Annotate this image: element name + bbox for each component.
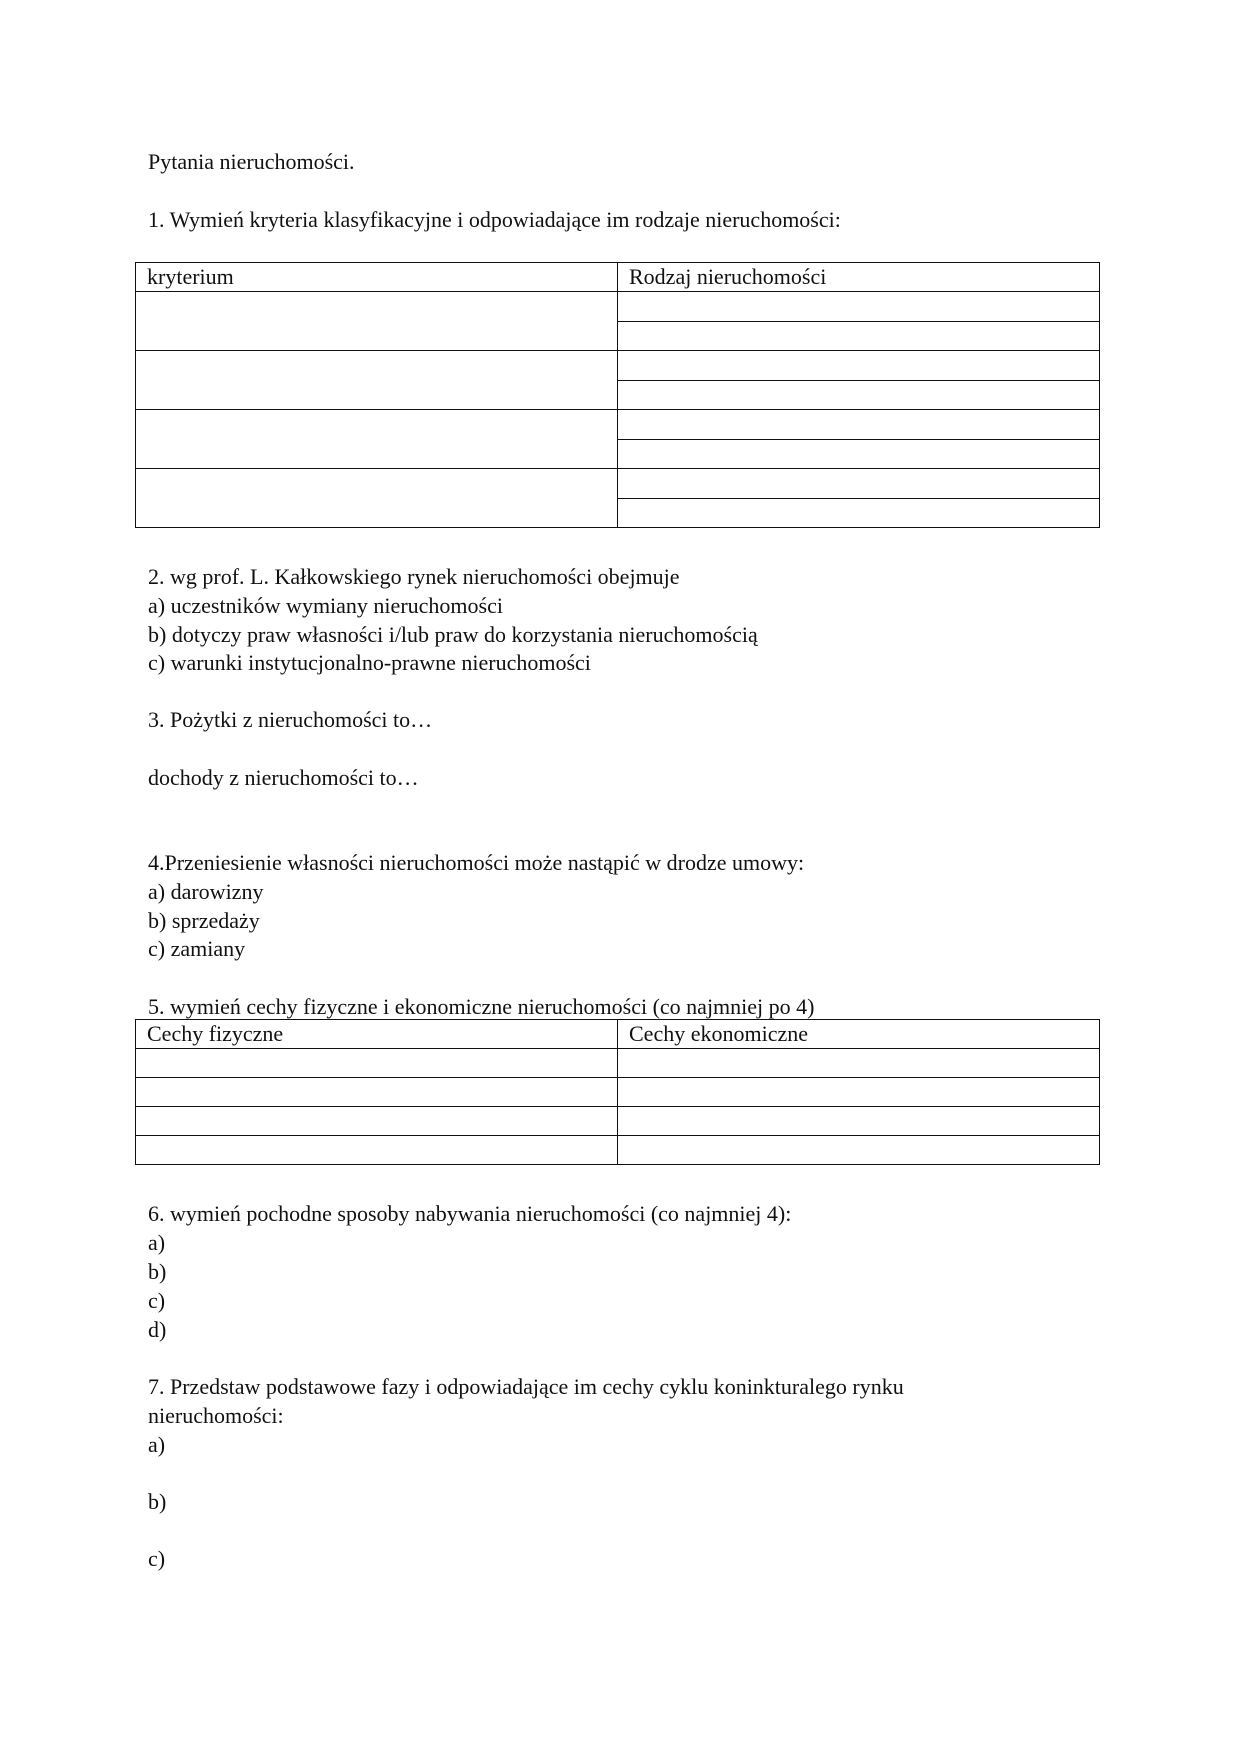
table-row	[136, 410, 1100, 440]
table-header-row	[136, 263, 1100, 292]
question-2-item-a: a) uczestników wymiany nieruchomości	[148, 593, 503, 618]
table-row	[136, 292, 1100, 322]
table-cell	[136, 1078, 618, 1107]
question-6-item-c: c)	[148, 1288, 166, 1313]
table-row	[136, 469, 1100, 499]
features-table	[135, 1019, 1100, 1165]
header-criterion: kryterium	[136, 263, 618, 292]
table-cell	[618, 292, 1100, 322]
question-6-item-b: b)	[148, 1259, 167, 1284]
table-row	[136, 1107, 1100, 1136]
table-row	[136, 1136, 1100, 1165]
question-4-text: 4.Przeniesienie własności nieruchomości może nastąpić w drodze umowy:	[148, 850, 805, 875]
question-7-text-line-2: nieruchomości:	[148, 1403, 284, 1428]
table-header-row	[136, 1020, 1100, 1049]
question-5-text: 5. wymień cechy fizyczne i ekonomiczne nieruchomości (co najmniej po 4)	[148, 994, 815, 1019]
question-2-item-b: b) dotyczy praw własności i/lub praw do korzystania nieruchomością	[148, 622, 758, 647]
classification-table	[135, 262, 1100, 528]
table-cell	[618, 498, 1100, 528]
table-cell	[618, 1049, 1100, 1078]
question-4-item-c: c) zamiany	[148, 936, 246, 961]
table-cell	[618, 1107, 1100, 1136]
table-cell	[136, 410, 618, 469]
table-cell	[618, 439, 1100, 469]
table-row	[136, 1049, 1100, 1078]
table-cell	[136, 292, 618, 351]
question-6-item-a: a)	[148, 1230, 166, 1255]
question-4-item-b: b) sprzedaży	[148, 908, 260, 933]
header-economic-features: Cechy ekonomiczne	[618, 1020, 1100, 1049]
table-cell	[618, 321, 1100, 351]
table-cell	[618, 1078, 1100, 1107]
question-3-text-2: dochody z nieruchomości to…	[148, 765, 419, 790]
question-7-item-c: c)	[148, 1546, 166, 1571]
table-cell	[618, 1136, 1100, 1165]
header-property-type: Rodzaj nieruchomości	[618, 263, 1100, 292]
question-6-text: 6. wymień pochodne sposoby nabywania nieruchomości (co najmniej 4):	[148, 1201, 792, 1226]
question-7-item-b: b)	[148, 1489, 167, 1514]
question-1-text: 1. Wymień kryteria klasyfikacyjne i odpowiadające im rodzaje nieruchomości:	[148, 207, 841, 232]
question-2-item-c: c) warunki instytucjonalno-prawne nieruchomości	[148, 650, 591, 675]
question-7-item-a: a)	[148, 1432, 166, 1457]
table-cell	[136, 351, 618, 410]
table-cell	[618, 469, 1100, 499]
table-cell	[136, 1107, 618, 1136]
question-2-text: 2. wg prof. L. Kałkowskiego rynek nieruchomości obejmuje	[148, 564, 680, 589]
table-cell	[136, 469, 618, 528]
question-3-text: 3. Pożytki z nieruchomości to…	[148, 707, 433, 732]
table-cell	[136, 1049, 618, 1078]
table-row	[136, 1078, 1100, 1107]
header-physical-features: Cechy fizyczne	[136, 1020, 618, 1049]
table-cell	[618, 351, 1100, 381]
document-title: Pytania nieruchomości.	[148, 149, 355, 174]
question-7-text-line-1: 7. Przedstaw podstawowe fazy i odpowiadające im cechy cyklu koninkturalego rynku	[148, 1374, 904, 1399]
table-row	[136, 351, 1100, 381]
table-cell	[618, 410, 1100, 440]
question-4-item-a: a) darowizny	[148, 879, 264, 904]
table-cell	[618, 380, 1100, 410]
table-cell	[136, 1136, 618, 1165]
question-6-item-d: d)	[148, 1317, 167, 1342]
